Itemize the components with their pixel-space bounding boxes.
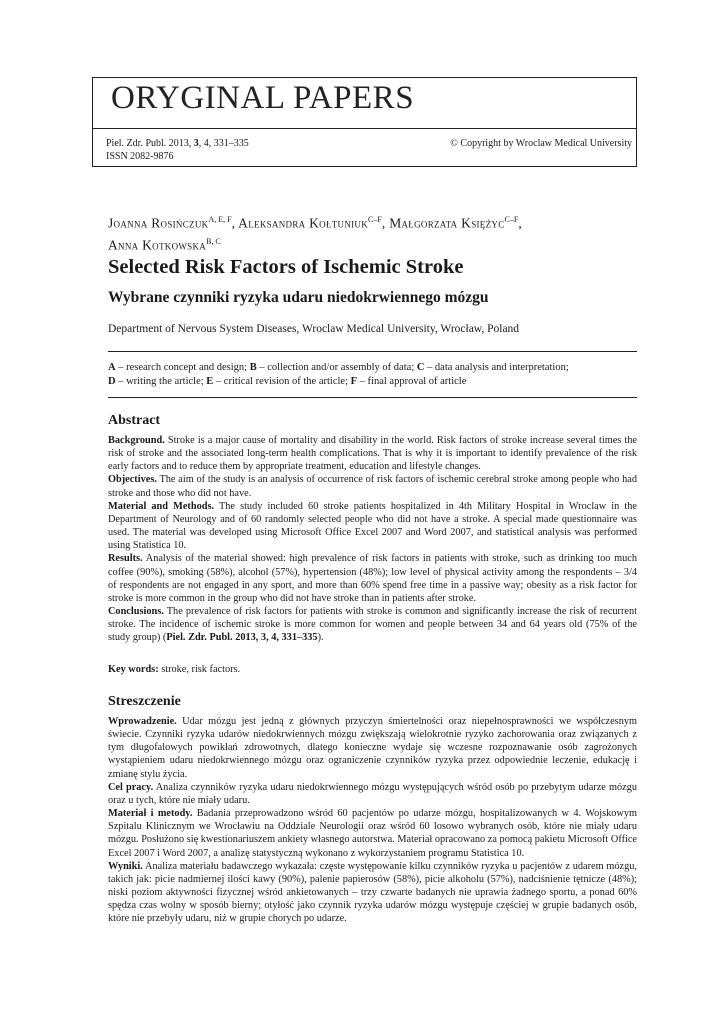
contribution-text: – writing the article;	[115, 375, 207, 387]
contribution-text: – research concept and design;	[115, 362, 250, 373]
section-label: Background.	[108, 435, 165, 446]
abstract-objectives	[108, 473, 637, 499]
citation-rest: , 4, 331–335	[198, 138, 249, 149]
keywords-text: stroke, risk factors.	[158, 664, 241, 675]
section-text: Analysis of the material showed: high prevalence of risk factors in patients with stroke, such as drinking too much coffee (90%), smoking (58%), alcohol (57%), hypertension (48%); low level of physical activity among the respondents – 3/4 of respondents are not engaged in any sport, and more than 60% spend free time in a passive way; obesity as a risk factor for stroke is more common in the group who did not have stroke than in patients after stroke.	[108, 553, 637, 604]
bibliographic-info	[92, 128, 637, 167]
section-text: The study included 60 stroke patients hospitalized in 4th Military Hospital in Wroclaw in the Department of Neurology and of 60 randomly selected people who did not have a stroke. A special made questionnaire was used. The material was developed using Microsoft Office Excel 2007 and Word 2007, and statistical analysis was performed using Statistica 10.	[108, 500, 637, 552]
keywords-label: Key words:	[108, 664, 159, 675]
contribution-text: – critical revision of the article;	[213, 375, 351, 387]
section-text: The aim of the study is an analysis of occurrence of risk factors of ischemic cerebral stroke among people who had stroke and those who did not have.	[108, 474, 637, 499]
author-name: Anna Kotkowska	[108, 237, 207, 252]
author-list: Joanna Rosińczuk$^{A, E, F}$, Aleksandra Kołtuniuk$^{C-F}$, Małgorzata Księżyc$^{C-F}$, Anna Kotkowska$^{B, C}$	[108, 215, 522, 252]
abstract-conclusions	[108, 605, 637, 644]
section-title: ORYGINAL PAPERS	[111, 80, 415, 116]
section-label: Materiał i metody.	[108, 808, 193, 820]
divider	[108, 397, 637, 398]
citation	[106, 137, 249, 150]
author-roles: B, C	[206, 236, 221, 246]
section-label: Conclusions.	[108, 606, 164, 618]
abstract-methods	[108, 500, 637, 553]
section-text: Udar mózgu jest jedną z głównych przyczyn śmiertelności oraz niepełnosprawności we współczesnym świecie. Czynniki ryzyka udarów niedokrwiennych mózgu zwiększają wielokrotnie ryzyko zachorowania oraz związanych z tym długofalowych powikłań zdrowotnych, dlatego konieczne wydaje się wczesne rozpoznawanie osób zagrożonych wystąpieniem udaru niedokrwiennego mózgu oraz ograniczenie czynników ryzyka przez odpowiednie leczenie, edukację i zmianę stylu życia.	[108, 716, 637, 780]
streszczenie-metody	[108, 807, 637, 860]
section-label: Material and Methods.	[108, 500, 215, 512]
article-title: Selected Risk Factors of Ischemic Stroke	[108, 256, 464, 278]
section-label: Objectives.	[108, 474, 157, 486]
contribution-key: B	[249, 362, 257, 373]
streszczenie-wprowadzenie	[108, 715, 637, 781]
section-text: Stroke is a major cause of mortality and disability in the world. Risk factors of stroke increase several times the risk of stroke and the associated long-term health complications. That is why it is important to identify prevalence of the risk early factors and to reduce them by appropriate treatment, education and lifestyle changes.	[108, 435, 637, 473]
contribution-key: F	[350, 375, 358, 387]
author-roles: C–F	[504, 215, 519, 224]
abstract-body	[108, 434, 637, 645]
citation-volume: 3	[193, 138, 199, 149]
contribution-key: D	[108, 375, 116, 387]
streszczenie-body	[108, 715, 637, 926]
article-subtitle: Wybrane czynniki ryzyka udaru niedokrwiennego mózgu	[108, 289, 489, 306]
contribution-text: – collection and/or assembly of data;	[256, 362, 417, 373]
citation-ref: Piel. Zdr. Publ. 2013, 3, 4, 331–335	[166, 632, 318, 644]
streszczenie-heading: Streszczenie	[108, 694, 181, 709]
section-text: ).	[317, 632, 324, 644]
citation-journal: Piel. Zdr. Publ. 2013,	[106, 138, 194, 149]
copyright: © Copyright by Wroclaw Medical University	[450, 138, 632, 149]
section-label: Cel pracy.	[108, 781, 154, 793]
contribution-key: A	[108, 362, 116, 373]
streszczenie-wyniki	[108, 860, 637, 926]
contribution-key: C	[416, 362, 425, 373]
section-text: Analiza czynników ryzyka udaru niedokrwiennego mózgu występujących wśród osób po przebytym udarze mózgu oraz u tych, które nie miały udaru.	[108, 781, 637, 806]
affiliation: Department of Nervous System Diseases, Wroclaw Medical University, Wrocław, Poland	[108, 323, 520, 335]
issn: ISSN 2082-9876	[106, 151, 174, 162]
section-header-box	[92, 77, 637, 129]
section-text: The prevalence of risk factors for patients with stroke is common and significantly increase the risk of recurrent stroke. The incidence of ischemic stroke is more common for women and people between 34 and 64 years old (75% of the study group) (	[108, 606, 637, 644]
section-label: Results.	[108, 553, 143, 565]
contribution-text: – data analysis and interpretation;	[424, 362, 569, 373]
streszczenie-cel	[108, 781, 637, 807]
abstract-results	[108, 552, 637, 605]
contribution-text: – final approval of article	[357, 375, 467, 387]
author-name: Aleksandra Kołtuniuk	[238, 215, 369, 231]
section-label: Wyniki.	[108, 860, 143, 872]
abstract-heading: Abstract	[108, 413, 161, 428]
author-name: Małgorzata Księżyc	[389, 215, 505, 231]
author-roles: A, E, F	[208, 215, 232, 224]
section-text: Analiza materiału badawczego wykazała: częste występowanie kilku czynników ryzyka u pacjentów z udarem mózgu, takich jak: picie nadmiernej ilości kawy (90%), palenie papierosów (58%), picie alkoholu (57%), nadciśnienie tętnicze (48%); niski poziom aktywności fizycznej wśród ankietowanych – trzy czwarte badanych nie uprawia żadnego sportu, a ponad 60% spędza czas wolny w sposób bierny; otyłość jako czynnik ryzyka udarów mózgu występuje częściej w grupie badanych osób, które nie przebyły udaru, niż w grupie chorych po udarze.	[108, 860, 637, 925]
author-roles: C–F	[368, 215, 382, 224]
author-contributions	[108, 361, 637, 388]
divider	[108, 351, 637, 352]
section-label: Wprowadzenie.	[108, 716, 177, 727]
contribution-key: E	[206, 375, 214, 387]
keywords	[108, 664, 240, 675]
section-text: Badania przeprowadzono wśród 60 pacjentów po udarze mózgu, hospitalizowanych w 4. Wojskowym Szpitalu Klinicznym we Wrocławiu na Oddziale Neurologii oraz wśród 60 losowo wybranych osób, które nie miały udaru mózgu. Posłużono się kwestionariuszem ankiety własnego autorstwa. Materiał opracowano za pomocą pakietu Microsoft Office Excel 2007 i Word 2007, a analizę statystyczną wykonano z wykorzystaniem programu Statistica 10.	[108, 808, 638, 859]
abstract-background	[108, 434, 637, 473]
author-name: Joanna Rosińczuk	[108, 215, 209, 231]
